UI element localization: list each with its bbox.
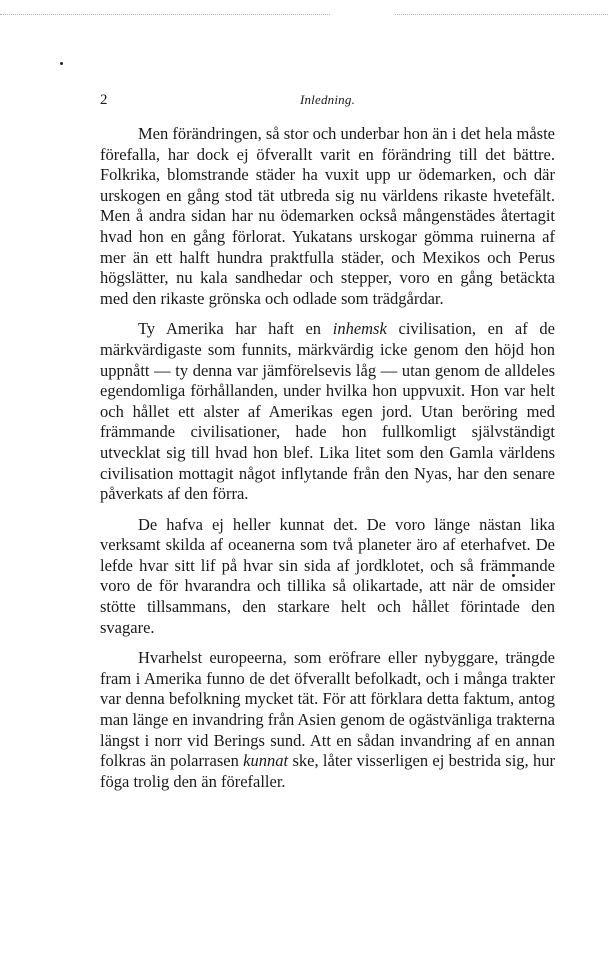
paragraph-2 — [100, 319, 555, 504]
paragraph-text: civilisation, en af de märkvärdigaste som funnits, märkvärdig icke genom den höjd hon uppnått — ty denna var jämförelsevis låg — utan genom de alldeles egendomliga förhållanden, under hvilka hon uppvuxit. Hon var helt och hållet ett alster af Amerikas egen jord. Utan beröring med främmande civilisationer, hade hon fullkomligt självständigt utvecklat sig till hvad hon blef. Lika litet som den Gamla världens civilisation mottagit något inflytande från den Nyas, har den senare påverkats af den förra. — [100, 319, 555, 504]
page-number: 2 — [100, 92, 108, 108]
paragraph-1 — [100, 124, 555, 309]
paragraph-text: Ty Amerika har haft en — [138, 319, 333, 339]
paragraph-text: ske, låter visserligen ej bestrida sig, hur föga trolig den än förefaller. — [100, 751, 555, 791]
running-title: Inledning. — [299, 92, 356, 107]
emphasis-kunnat: kunnat — [243, 751, 289, 771]
body-text — [100, 124, 555, 802]
paragraph-text: De hafva ej heller kunnat det. De voro länge nästan lika verksamt skilda af oceanerna som två planeter äro af eterhafvet. De lefde hvar sitt lif på hvar sin sida af jordklotet, och så främmande voro de för hvarandra och tillika så olikartade, att när de omsider stötte tillsammans, den starkare helt och hållet förintade den svagare. — [100, 514, 555, 637]
page-header — [100, 92, 555, 116]
paragraph-3 — [100, 515, 555, 639]
paragraph-text: Hvarhelst europeerna, som eröfrare eller nybyggare, trängde fram i Amerika funno de det öfverallt befolkadt, och i många trakter var denna befolkning mycket tät. För att förklara detta faktum, antog man länge en invandring från Asien genom de ogästvänliga trakterna längst i norr vid Berings sund. Att en sådan invandring af en annan folkras än polarrasen — [100, 648, 555, 771]
scan-edge-rule-right — [395, 14, 608, 15]
scan-edge-rule-left — [0, 14, 330, 15]
scan-speck — [60, 62, 63, 65]
paragraph-4 — [100, 648, 555, 792]
emphasis-inhemsk: inhemsk — [332, 319, 387, 339]
paragraph-text: Men förändringen, så stor och underbar hon än i det hela måste förefalla, har dock ej öfverallt varit en förändring till det bättre. Folkrika, blomstrande städer ha vuxit upp ur ödemarken, och där urskogen en gång stod tät utbreda sig nu världens rikaste hvetefält. Men å andra sidan har nu ödemarken också mångenstädes återtagit hvad hon en gång förlorat. Yukatans urskogar gömma ruinerna af mer än ett halft hundra praktfulla städer, och Mexikos och Perus högslätter, nu kala sandhedar och stepper, voro en gång betäckta med den rikaste grönska och odlade som trädgårdar. — [100, 124, 555, 308]
